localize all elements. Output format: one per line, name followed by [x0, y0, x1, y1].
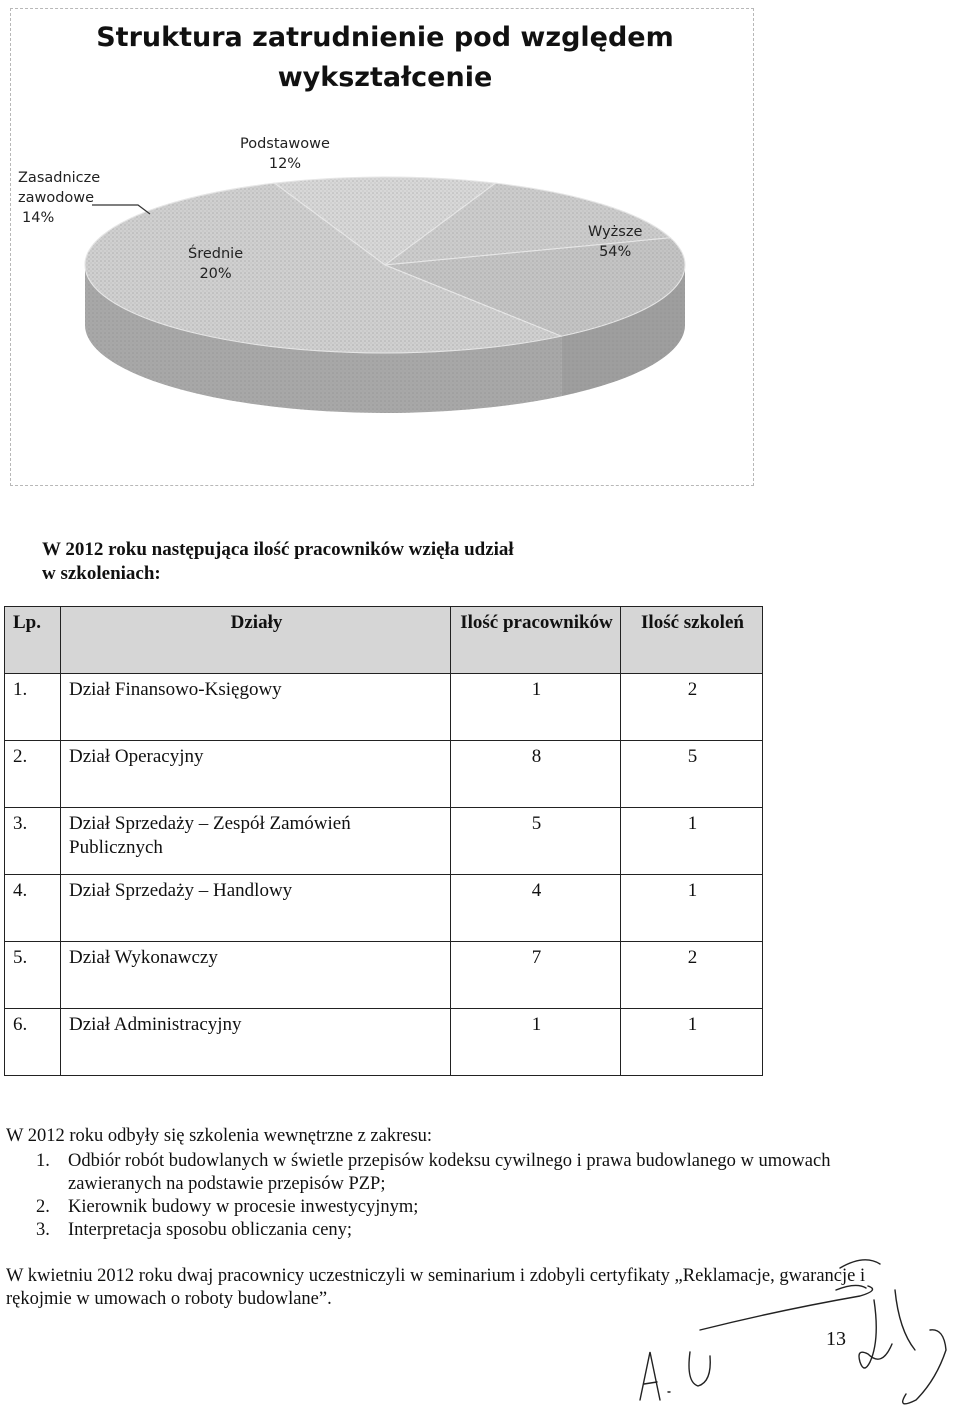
list-item-text: Interpretacja sposobu obliczania ceny;	[68, 1220, 353, 1240]
list-item-number: 2.	[36, 1197, 50, 1217]
cell-pracownicy: 1	[451, 1009, 621, 1076]
trainings-table	[4, 606, 763, 1076]
header-ilosc-szkolen: Ilość szkoleń	[621, 607, 763, 674]
training-topics-list	[6, 1150, 856, 1242]
pie-label-podstawowe	[240, 134, 330, 174]
list-item-text: Kierownik budowy w procesie inwestycyjnym;	[68, 1197, 419, 1217]
list-item-number: 3.	[36, 1220, 50, 1240]
pie-label-wyzsze-name: Wyższe	[588, 224, 643, 240]
cell-lp: 6.	[5, 1009, 61, 1076]
list-item-text: Odbiór robót budowlanych w świetle przepisów kodeksu cywilnego i prawa budowlanego w umowach zawieranych na podstawie przepisów PZP;	[68, 1151, 831, 1194]
header-lp: Lp.	[5, 607, 61, 674]
cell-szkolenia: 5	[621, 741, 763, 808]
pie-leader-line	[92, 205, 150, 214]
header-dzialy: Działy	[61, 607, 451, 674]
pie-label-srednie-value: 20%	[199, 266, 232, 282]
cell-szkolenia: 1	[621, 808, 763, 875]
cell-pracownicy: 4	[451, 875, 621, 942]
seminar-paragraph: W kwietniu 2012 roku dwaj pracownicy uczestniczyli w seminarium i zdobyli certyfikaty „Reklamacje, gwarancje i rękojmie w umowach o roboty budowlane”.	[6, 1266, 866, 1309]
pie-label-podstawowe-name: Podstawowe	[240, 136, 330, 152]
cell-lp: 5.	[5, 942, 61, 1009]
cell-lp: 4.	[5, 875, 61, 942]
pie-label-srednie	[188, 244, 243, 284]
cell-lp: 2.	[5, 741, 61, 808]
header-ilosc-pracownikow: Ilość pracowników	[451, 607, 621, 674]
page-number: 13	[826, 1328, 846, 1350]
trainings-intro-line-2: w szkoleniach:	[42, 563, 161, 584]
pie-label-zasadnicze-name-1: Zasadnicze	[18, 170, 101, 186]
cell-pracownicy: 8	[451, 741, 621, 808]
pie-label-podstawowe-value: 12%	[268, 156, 302, 172]
cell-dzial: Dział Wykonawczy	[61, 942, 451, 1009]
list-item-number: 1.	[36, 1151, 50, 1171]
cell-lp: 3.	[5, 808, 61, 875]
table-row	[5, 875, 763, 942]
table-row	[5, 1009, 763, 1076]
list-item	[6, 1219, 856, 1242]
pie-label-wyzsze-value: 54%	[599, 244, 632, 260]
cell-szkolenia: 1	[621, 1009, 763, 1076]
pie-label-zasadnicze-name-2: zawodowe	[18, 190, 95, 206]
trainings-intro-line-1: W 2012 roku następująca ilość pracowników wzięła udział	[42, 539, 514, 560]
cell-dzial: Dział Administracyjny	[61, 1009, 451, 1076]
cell-dzial: Dział Operacyjny	[61, 741, 451, 808]
table-row	[5, 674, 763, 741]
cell-pracownicy: 7	[451, 942, 621, 1009]
table-header-row	[5, 607, 763, 674]
pie-label-wyzsze	[588, 222, 642, 262]
cell-pracownicy: 1	[451, 674, 621, 741]
internal-trainings-intro: W 2012 roku odbyły się szkolenia wewnętrzne z zakresu:	[6, 1126, 433, 1146]
chart-title-line-1: Struktura zatrudnienie pod względem	[96, 22, 674, 53]
list-item	[6, 1150, 856, 1196]
pie-label-zasadnicze	[18, 168, 100, 228]
list-item	[6, 1196, 856, 1219]
chart-title-line-2: wykształcenie	[277, 62, 493, 93]
table-row	[5, 808, 763, 875]
cell-dzial: Dział Finansowo-Księgowy	[61, 674, 451, 741]
cell-szkolenia: 2	[621, 674, 763, 741]
cell-dzial: Dział Sprzedaży – Handlowy	[61, 875, 451, 942]
pie-label-srednie-name: Średnie	[188, 246, 244, 262]
cell-szkolenia: 2	[621, 942, 763, 1009]
cell-lp: 1.	[5, 674, 61, 741]
trainings-intro	[42, 538, 762, 586]
pie-label-zasadnicze-value: 14%	[22, 210, 55, 226]
cell-dzial: Dział Sprzedaży – Zespół Zamówień Publicznych	[61, 808, 451, 875]
cell-pracownicy: 5	[451, 808, 621, 875]
table-row	[5, 942, 763, 1009]
table-row	[5, 741, 763, 808]
cell-szkolenia: 1	[621, 875, 763, 942]
pie-chart	[0, 0, 960, 500]
